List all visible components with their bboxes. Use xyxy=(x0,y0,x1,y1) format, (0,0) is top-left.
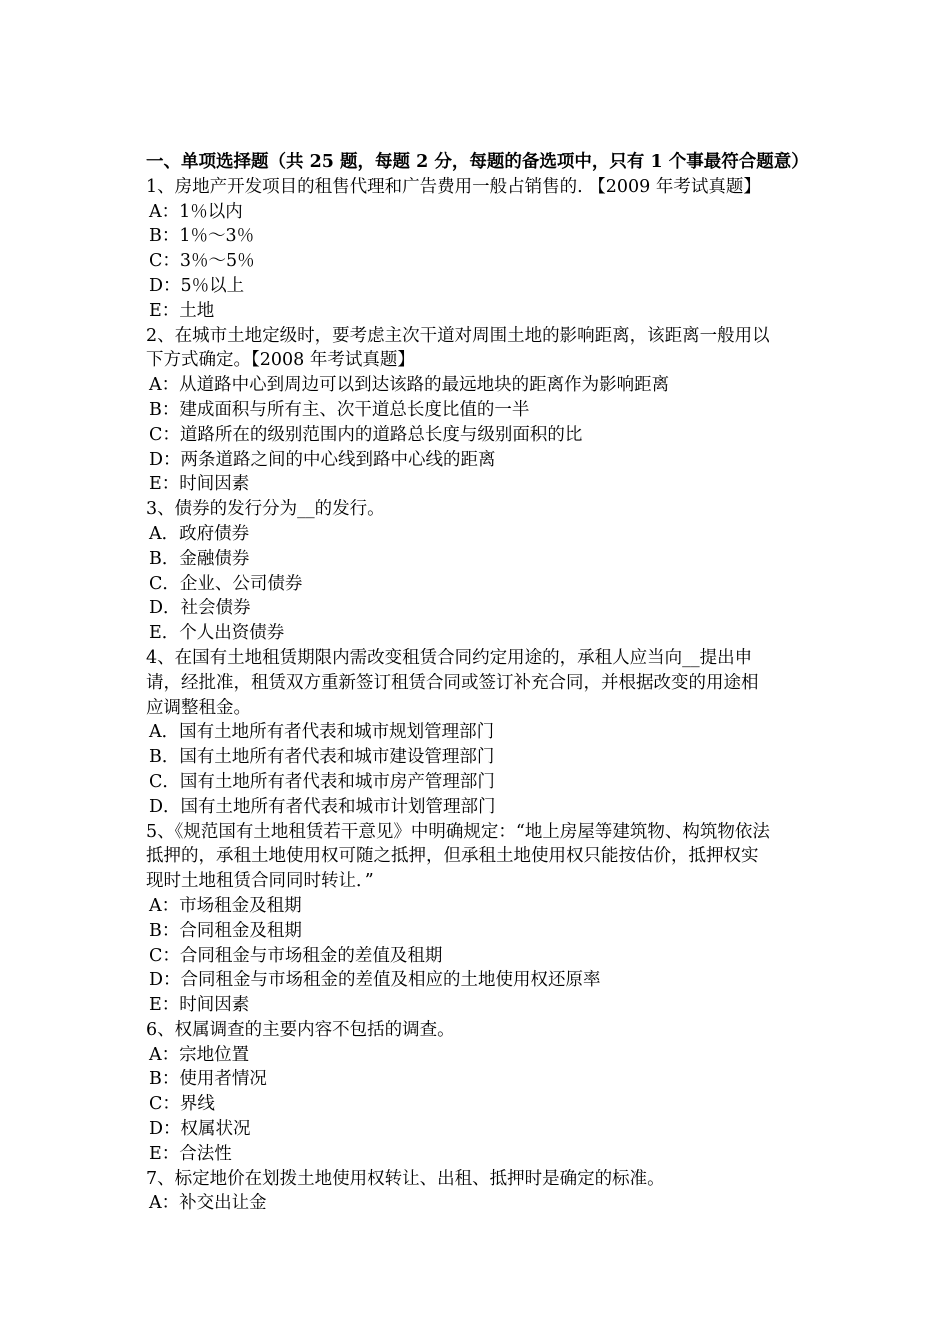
question-text: 3、债券的发行分为__的发行。 xyxy=(146,499,385,520)
option-c: C：合同租金与市场租金的差值及租期 xyxy=(149,945,443,966)
option-b: B．国有土地所有者代表和城市建设管理部门 xyxy=(149,747,495,768)
question-2 xyxy=(146,324,826,498)
option-c: C．国有土地所有者代表和城市房产管理部门 xyxy=(149,771,495,792)
option-b: B．金融债券 xyxy=(149,548,250,569)
question-1 xyxy=(146,175,826,324)
option-b: B：1％～3％ xyxy=(149,226,255,247)
option-a: A．国有土地所有者代表和城市规划管理部门 xyxy=(149,722,495,743)
question-3 xyxy=(146,497,826,646)
question-text: 2、在城市土地定级时，要考虑主次干道对周围土地的影响距离，该距离一般用以 xyxy=(146,325,770,346)
option-e: E：土地 xyxy=(149,300,215,321)
option-b: B：合同租金及租期 xyxy=(149,920,302,941)
option-d: D：5％以上 xyxy=(149,275,245,296)
option-c: C：界线 xyxy=(149,1094,215,1115)
question-4 xyxy=(146,646,826,820)
question-5 xyxy=(146,820,826,1018)
option-a: A：宗地位置 xyxy=(149,1044,250,1065)
question-text: 请，经批准，租赁双方重新签订租赁合同或签订补充合同，并根据改变的用途相 xyxy=(146,672,759,693)
option-d: D：合同租金与市场租金的差值及相应的土地使用权还原率 xyxy=(149,970,601,991)
option-e: E：合法性 xyxy=(149,1143,232,1164)
option-b: B：建成面积与所有主、次干道总长度比值的一半 xyxy=(149,399,530,420)
question-text: 下方式确定。【2008 年考试真题】 xyxy=(146,350,415,371)
option-d: D：两条道路之间的中心线到路中心线的距离 xyxy=(149,449,496,470)
option-e: E：时间因素 xyxy=(149,474,250,495)
option-d: D：权属状况 xyxy=(149,1119,251,1140)
question-text: 应调整租金。 xyxy=(146,697,251,718)
option-c: C：3％～5％ xyxy=(149,251,255,272)
question-text: 抵押的，承租土地使用权可随之抵押，但承租土地使用权只能按估价，抵押权实 xyxy=(146,846,759,867)
section-heading: 一、单项选择题（共 25 题，每题 2 分，每题的备选项中，只有 1 个事最符合题意） xyxy=(146,152,809,172)
option-c: C：道路所在的级别范围内的道路总长度与级别面积的比 xyxy=(149,424,583,445)
question-text: 4、在国有土地租赁期限内需改变租赁合同约定用途的，承租人应当向__提出申 xyxy=(146,647,753,668)
option-a: A：1％以内 xyxy=(149,201,243,222)
question-text: 现时土地租赁合同同时转让．” xyxy=(146,871,374,892)
option-a: A：市场租金及租期 xyxy=(149,895,302,916)
document-page xyxy=(146,150,826,1216)
question-text: 1、房地产开发项目的租售代理和广告费用一般占销售的. 【2009 年考试真题】 xyxy=(146,176,761,197)
option-b: B：使用者情况 xyxy=(149,1069,267,1090)
option-c: C．企业、公司债券 xyxy=(149,573,303,594)
option-d: D．国有土地所有者代表和城市计划管理部门 xyxy=(149,796,496,817)
question-6 xyxy=(146,1018,826,1167)
option-d: D．社会债券 xyxy=(149,598,251,619)
option-e: E．个人出资债券 xyxy=(149,623,285,644)
question-7 xyxy=(146,1167,826,1217)
option-a: A：从道路中心到周边可以到达该路的最远地块的距离作为影响距离 xyxy=(149,375,670,396)
question-text: 6、权属调查的主要内容不包括的调查。 xyxy=(146,1019,455,1040)
question-text: 5、《规范国有土地租赁若干意见》中明确规定：“地上房屋等建筑物、构筑物依法 xyxy=(146,821,770,842)
option-a: A．政府债券 xyxy=(149,523,250,544)
option-a: A：补交出让金 xyxy=(149,1193,267,1214)
option-e: E：时间因素 xyxy=(149,995,250,1016)
question-text: 7、标定地价在划拨土地使用权转让、出租、抵押时是确定的标准。 xyxy=(146,1168,665,1189)
